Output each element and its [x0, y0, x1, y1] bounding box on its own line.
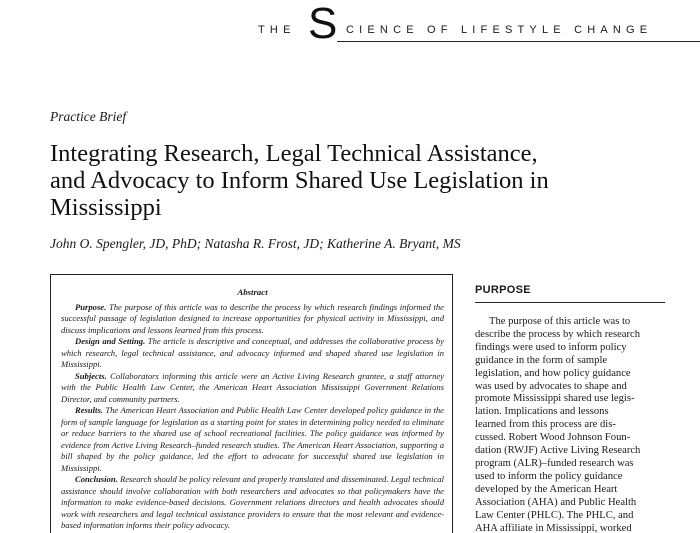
purpose-body-text — [475, 316, 665, 533]
abstract-text: The American Heart Association and Public Health Law Center developed policy guidance in the form of sample language for legislation as a starting point for states in determining policy needed to eliminate or reduce barriers to the shared use of school recreational facilities. The policy guidance was informed by evidence from Active Living Research–funded research studies. The American Heart Association, supporting a bill shaped by the policy guidance, led the effort to advocate for successful shared use legislation in Mississippi. — [61, 405, 444, 473]
body-line: was used by advocates to shape and — [475, 380, 627, 392]
abstract-box — [50, 274, 453, 533]
abstract-label: Subjects. — [75, 370, 107, 381]
abstract-paragraph-design — [61, 336, 444, 371]
abstract-text: Collaborators informing this article were an Active Living Research grantee, a staff attorney with the Public Health Law Center, the American Heart Association Mississippi Government Relations Director, and community partners. — [61, 370, 444, 404]
abstract-text: Research should be policy relevant and properly translated and disseminated. Legal technical assistance should involve collaboration with both researchers and advocates so that policymakers have the information to make evidence-based decisions. Government relations directors and health advocates should work with researchers and legal technical assistance providers to ensure that the most relevant and evidence-based information informs their policy advocacy. — [61, 474, 444, 530]
body-line: The purpose of this article was to — [489, 316, 631, 327]
abstract-paragraph-results — [61, 405, 444, 474]
body-line: promote Mississippi shared use legis- — [475, 393, 635, 405]
abstract-label: Results. — [75, 405, 103, 415]
body-line: Association (AHA) and Public Health — [475, 496, 637, 508]
body-line: legislation, and how policy guidance — [475, 367, 631, 379]
abstract-text: The purpose of this article was to describe the process by which research findings informed the successful passage of legislation designed to increase opportunities for physical activity in Mississippi, and discuss implications and lessons learned from this process. — [61, 301, 444, 335]
body-line: AHA affiliate in Mississippi, worked — [475, 522, 632, 533]
body-line: describe the process by which research — [475, 328, 641, 340]
body-line: program (ALR)–funded research was — [475, 457, 634, 469]
author-list: John O. Spengler, JD, PhD; Natasha R. Frost, JD; Katherine A. Bryant, MS — [50, 236, 461, 251]
title-line: Integrating Research, Legal Technical Assistance, — [50, 140, 538, 167]
running-header-journal-name: CIENCE OF LIFESTYLE CHANGE — [346, 24, 653, 36]
body-line: lation. Implications and lessons — [475, 406, 609, 418]
section-rule — [475, 302, 665, 303]
section-heading-purpose: PURPOSE — [475, 284, 531, 296]
abstract-paragraph-subjects — [61, 371, 444, 406]
abstract-label: Conclusion. — [75, 474, 118, 484]
article-type: Practice Brief — [50, 109, 127, 124]
body-line: Law Center (PHLC). The PHLC, and — [475, 509, 634, 521]
abstract-paragraph-conclusion — [61, 474, 444, 532]
abstract-text: The article is descriptive and conceptual, and addresses the collaborative process by which research, legal technical assistance, and advocacy informed and shaped shared use legislation in Mississippi. — [61, 336, 444, 369]
body-line: learned from this process are dis- — [475, 419, 616, 431]
abstract-heading: Abstract — [237, 287, 268, 297]
body-line: dation (RWJF) Active Living Research — [475, 445, 641, 457]
body-line: guidance in the form of sample — [475, 354, 608, 366]
abstract-paragraph-purpose — [61, 302, 444, 337]
body-line: findings were used to inform policy — [475, 341, 627, 353]
running-header — [0, 0, 700, 50]
abstract-label: Purpose. — [75, 301, 107, 312]
body-line: cussed. Robert Wood Johnson Foun- — [475, 432, 631, 444]
running-header-rule — [337, 41, 700, 42]
body-line: developed by the American Heart — [475, 483, 618, 495]
running-header-the: THE — [258, 24, 296, 36]
body-line: used to inform the policy guidance — [475, 470, 623, 482]
article-title — [50, 140, 690, 221]
abstract-label: Design and Setting. — [75, 336, 146, 346]
title-line: Mississippi — [50, 194, 162, 221]
running-header-logo-s: S — [308, 0, 338, 48]
title-line: and Advocacy to Inform Shared Use Legislation in — [50, 167, 549, 194]
